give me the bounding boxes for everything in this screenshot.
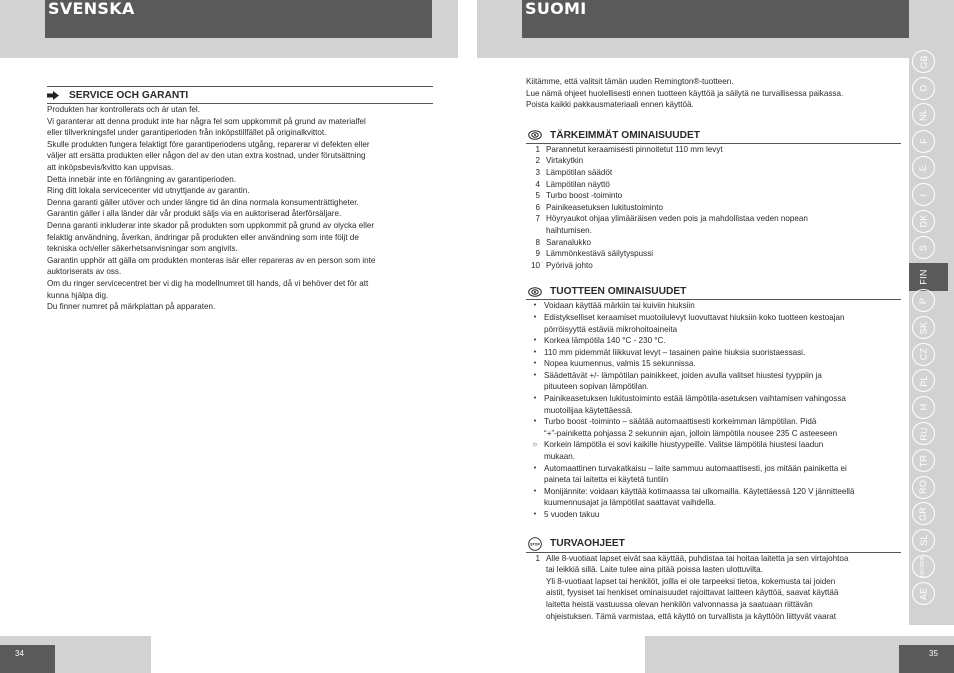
warranty-line: kunna hjälpa dig. — [47, 290, 109, 300]
bullet: • — [533, 395, 537, 403]
warranty-line: Denna garanti gäller utöver och under längre tid än dina normala konsumenträttigheter. — [47, 197, 359, 207]
bullet: • — [533, 371, 537, 379]
tab-label: SK — [918, 321, 929, 334]
product-feature-text: Edistykselliset keraamiset muotoilulevyt luovuttavat hiuksiin koko tuotteen kestoajan — [544, 312, 845, 322]
tab-label: H — [918, 403, 929, 411]
warranty-line: Garantin upphör att gälla om produkten monteras isär eller repareras av en person som inte — [47, 255, 376, 265]
bullet — [526, 474, 544, 486]
warranty-line: väljer att ersätta produkten eller någon del av den utan extra kostnad, under förutsättning — [47, 151, 366, 161]
product-features-list — [526, 300, 901, 520]
product-feature-text: Automaattinen turvakatkaisu – laite sammuu automaattisesti, jos mitään painiketta ei — [544, 463, 847, 473]
feature-item-text: Turbo boost -toiminto — [546, 191, 623, 201]
bullet — [526, 428, 544, 440]
features-title: TÄRKEIMMÄT OMINAISUUDET — [550, 129, 700, 141]
tab-label: TR — [918, 454, 929, 467]
feature-item-number — [526, 225, 540, 237]
tab-label: NL — [918, 108, 929, 121]
tab-cz[interactable] — [912, 343, 935, 366]
tab-label: RO — [918, 480, 929, 495]
feature-item-text: Painikeasetuksen lukitustoiminto — [546, 202, 663, 212]
product-feature-text: mukaan. — [544, 452, 576, 462]
warranty-line: Vi garanterar att denna produkt inte har några fel som uppkommit på grund av materialfel — [47, 116, 366, 126]
product-feature-text: Säädettävät +/- lämpötilan painikkeet, joiden avulla valitset hiustesi tyyppiin ja — [544, 370, 822, 380]
tab-sl[interactable] — [912, 529, 935, 552]
product-feature-text: pörröisyyttä estäviä mikrohoitoaineita — [544, 324, 678, 334]
bullet: • — [533, 360, 537, 368]
left-column — [47, 86, 433, 313]
product-feature-item — [526, 428, 901, 440]
feature-item-number: 3 — [535, 167, 540, 177]
left-page-number: 34 — [0, 645, 55, 673]
tab-sk[interactable] — [912, 316, 935, 339]
tab-label: GB — [918, 54, 929, 69]
product-feature-item — [526, 439, 901, 451]
safety-item-text: laitetta heistä vastuussa olevan henkilön valvonnassa ja saatuaan riittävän — [546, 599, 813, 609]
feature-item-text: Höyryaukot ohjaa ylimääräisen veden pois ja mahdollistaa veden nopean — [546, 214, 808, 224]
warranty-text — [47, 104, 433, 313]
bullet: • — [533, 487, 537, 495]
feature-item-number: 2 — [535, 156, 540, 166]
tab-label: D — [918, 84, 929, 92]
bullet: • — [533, 348, 537, 356]
feature-item — [526, 179, 901, 191]
product-features-title: TUOTTEEN OMINAISUUDET — [550, 286, 687, 298]
safety-title: TURVAOHJEET — [550, 538, 625, 550]
safety-item — [526, 587, 901, 599]
warranty-line: Du finner numret på märkplattan på apparaten. — [47, 302, 216, 312]
feature-item — [526, 202, 901, 214]
bullet: • — [533, 337, 537, 345]
tab-label: I — [918, 193, 929, 196]
feature-item-text: Virtakytkin — [546, 156, 584, 166]
sun-icon — [526, 451, 544, 463]
arrow-right-icon — [47, 91, 69, 100]
warranty-line: tekniska och/eller säkerhetsanvisningar som angivits. — [47, 244, 238, 254]
tab-label: RU — [918, 427, 929, 441]
safety-item-text: tai leikkiä sillä. Laite tulee aina pitää poissa lasten ulottuvilta. — [546, 565, 763, 575]
feature-item-text: Lämpötilan säädöt — [546, 167, 613, 177]
safety-item-number — [526, 564, 540, 576]
product-feature-item — [526, 347, 901, 359]
tab-label: GR — [918, 506, 929, 521]
safety-item-text: ohjeistuksen. Tämä varmistaa, että käyttö on turvallista ja käyttöön liittyvät vaarat — [546, 611, 837, 621]
safety-item-text: aistit, fyysiset tai henkiset ominaisuudet rajoittavat laitteen käyttöä, saavat käyttää — [546, 588, 839, 598]
tab-gb[interactable] — [912, 50, 935, 73]
safety-item-number: 1 — [535, 553, 540, 563]
service-section-heading — [47, 86, 433, 104]
bullet: • — [533, 302, 537, 310]
tab-label: CZ — [918, 347, 929, 361]
feature-item-text: Saranalukko — [546, 237, 591, 247]
warranty-line: felaktig användning, åverkan, ändringar på produkten eller användning som inte följt de — [47, 232, 359, 242]
intro-line: Lue nämä ohjeet huolellisesti ennen tuotteen käyttöä ja säilytä ne turvallisessa paikassa. — [526, 88, 844, 98]
product-feature-text: pituuteen sopivan lämpötilan. — [544, 382, 649, 392]
warranty-line: Garantin gäller i alla länder där vår produkt säljs via en auktoriserad återförsäljare. — [47, 209, 342, 219]
product-feature-text: Nopea kuumennus, valmis 15 sekunnissa. — [544, 359, 696, 369]
product-feature-text: Monijännite: voidaan käyttää kotimaassa tai ulkomailla. Käytettäessä 120 V jännitteellä — [544, 486, 855, 496]
warranty-line: Skulle produkten fungera felaktigt före garantiperiodens utgång, reparerar vi defekten eller — [47, 139, 370, 149]
tab-label: HR/SRB — [919, 556, 926, 578]
safety-item-number — [526, 599, 540, 611]
bullet — [526, 381, 544, 393]
feature-item-number: 5 — [535, 191, 540, 201]
product-feature-item — [526, 324, 901, 336]
feature-item — [526, 190, 901, 202]
product-feature-item — [526, 370, 901, 382]
product-feature-item — [526, 509, 901, 521]
product-feature-text: muotoilijaa käytettäessä. — [544, 405, 633, 415]
tab-ro[interactable] — [912, 476, 935, 499]
feature-item-text: Pyörivä johto — [546, 260, 593, 270]
tab-tr[interactable] — [912, 449, 935, 472]
right-column — [526, 76, 901, 622]
stop-icon-label: STOP — [530, 542, 540, 547]
tab-fin[interactable] — [909, 263, 939, 291]
feature-item-text: Lämmönkestävä säilytyspussi — [546, 249, 654, 259]
feature-item-text: Parannetut keraamisesti pinnoitetut 110 mm levyt — [546, 144, 723, 154]
warranty-line: Om du ringer servicecentret ber vi dig ha modellnumret till hands, då vi behöver det för att — [47, 278, 369, 288]
feature-item — [526, 260, 901, 272]
product-feature-item — [526, 463, 901, 475]
product-feature-text: 110 mm pidemmät liikkuvat levyt – tasainen paine hiuksia suoristaessasi. — [544, 347, 806, 357]
tab-label: DK — [918, 214, 929, 228]
product-feature-item — [526, 416, 901, 428]
tab-label: S — [918, 244, 929, 251]
product-feature-item — [526, 335, 901, 347]
safety-item-text: Alle 8-vuotiaat lapset eivät saa käyttää, puhdistaa tai hoitaa laitetta ja sen virtajohtoa — [546, 553, 849, 563]
tab-i[interactable] — [912, 183, 935, 206]
tab-h[interactable] — [912, 396, 935, 419]
tab-f[interactable] — [912, 130, 935, 153]
feature-item — [526, 144, 901, 156]
tab-ae[interactable] — [912, 582, 935, 605]
bullet — [526, 497, 544, 509]
product-feature-item — [526, 393, 901, 405]
safety-list — [526, 553, 901, 623]
feature-item-number: 6 — [535, 202, 540, 212]
safety-heading — [526, 535, 901, 553]
bullet: • — [533, 511, 537, 518]
right-page-title: SUOMI — [522, 0, 909, 38]
product-feature-item — [526, 358, 901, 370]
service-section-title: SERVICE OCH GARANTI — [69, 90, 189, 101]
left-page-title: SVENSKA — [45, 0, 432, 38]
product-feature-text: Turbo boost -toiminto – säätää automaattisesti korkeimman lämpötilan. Pidä — [544, 417, 817, 427]
right-page-number: 35 — [899, 645, 954, 673]
product-feature-item — [526, 405, 901, 417]
product-feature-text: Voidaan käyttää märkiin tai kuiviin hiuksiin — [544, 301, 695, 311]
features-list — [526, 144, 901, 272]
product-feature-item — [526, 300, 901, 312]
warranty-line: Ring ditt lokala servicecenter vid utnyttjande av garantin. — [47, 186, 250, 196]
warranty-line: Produkten har kontrollerats och är utan fel. — [47, 105, 200, 114]
product-feature-item — [526, 497, 901, 509]
product-feature-text: paineta tai laitetta ei käytetä tuntiin — [544, 475, 669, 485]
product-feature-text: “+”-painiketta pohjassa 2 sekunnin ajan, jolloin lämpötila nousee 235 C asteeseen — [544, 428, 838, 438]
warranty-line: eller tillverkningsfel under garantiperioden från inköpstillfället på originalkvittot. — [47, 128, 327, 138]
product-features-heading — [526, 283, 901, 300]
eye-icon — [528, 287, 550, 297]
product-feature-item — [526, 474, 901, 486]
product-feature-item — [526, 486, 901, 498]
feature-item-number: 8 — [535, 237, 540, 247]
feature-item — [526, 225, 901, 237]
safety-item-number — [526, 611, 540, 623]
eye-icon — [528, 130, 550, 140]
feature-item — [526, 167, 901, 179]
safety-item — [526, 564, 901, 576]
tab-d[interactable] — [912, 77, 935, 100]
tab-label: AE — [918, 587, 929, 600]
feature-item-number: 4 — [535, 179, 540, 189]
bullet: • — [533, 464, 537, 472]
stop-icon — [528, 537, 550, 551]
bullet — [526, 405, 544, 417]
bullet: • — [533, 418, 537, 426]
product-feature-text: 5 vuoden takuu — [544, 510, 600, 519]
feature-item — [526, 237, 901, 249]
tab-label: P — [918, 297, 929, 305]
feature-item-number: 1 — [535, 144, 540, 154]
tab-label: SL — [918, 534, 929, 547]
product-feature-text: Korkea lämpötila 140 °C - 230 °C. — [544, 336, 666, 346]
product-feature-text: Korkein lämpötila ei sovi kaikille hiustyypeille. Valitse lämpötila hiustesi laadun — [544, 440, 824, 450]
product-feature-item — [526, 312, 901, 324]
feature-item-text: haihtumisen. — [546, 225, 592, 235]
tab-label: F — [918, 138, 929, 145]
tab-label: FIN — [919, 269, 929, 285]
safety-item — [526, 599, 901, 611]
product-feature-item — [526, 381, 901, 393]
tab-label: E — [918, 164, 929, 172]
product-feature-item — [526, 451, 901, 463]
safety-item — [526, 576, 901, 588]
feature-item-text: Lämpötilan näyttö — [546, 179, 610, 189]
product-feature-text: kuumennusajat ja lämpötilat saattavat vaihdella. — [544, 498, 716, 508]
warranty-line: auktoriserats av oss. — [47, 267, 122, 277]
feature-item — [526, 248, 901, 260]
warranty-line: att inköpsbevis/kvitto kan uppvisas. — [47, 162, 174, 172]
intro-text — [526, 76, 901, 111]
safety-item — [526, 553, 901, 565]
product-feature-text: Painikeasetuksen lukitustoiminto estää lämpötila-asetuksen vaihtamisen vahingossa — [544, 394, 846, 404]
safety-item — [526, 611, 901, 623]
warranty-line: Detta innebär inte en förlängning av garantiperioden. — [47, 174, 236, 184]
feature-item — [526, 213, 901, 225]
tab-label: PL — [918, 374, 929, 387]
safety-item-text: Yli 8-vuotiaat lapset tai henkilöt, joilla ei ole tarpeeksi tietoa, kokemusta tai joiden — [546, 576, 836, 586]
intro-line: Kiitämme, että valitsit tämän uuden Remington®-tuotteen. — [526, 77, 734, 86]
feature-item-number: 10 — [530, 260, 540, 270]
feature-item — [526, 155, 901, 167]
warranty-line: Denna garanti inkluderar inte skador på produkten som uppkommit på grund av olycka eller — [47, 220, 375, 230]
features-heading — [526, 127, 901, 144]
bullet — [526, 324, 544, 336]
intro-line: Poista kaikki pakkausmateriaali ennen käyttöä. — [526, 100, 694, 110]
bullet: • — [533, 313, 537, 321]
feature-item-number: 9 — [535, 249, 540, 259]
tab-dk[interactable] — [912, 210, 935, 233]
feature-item-number: 7 — [535, 214, 540, 224]
safety-item-number — [526, 576, 540, 588]
safety-item-number — [526, 587, 540, 599]
sun-icon: ☼ — [531, 441, 539, 449]
